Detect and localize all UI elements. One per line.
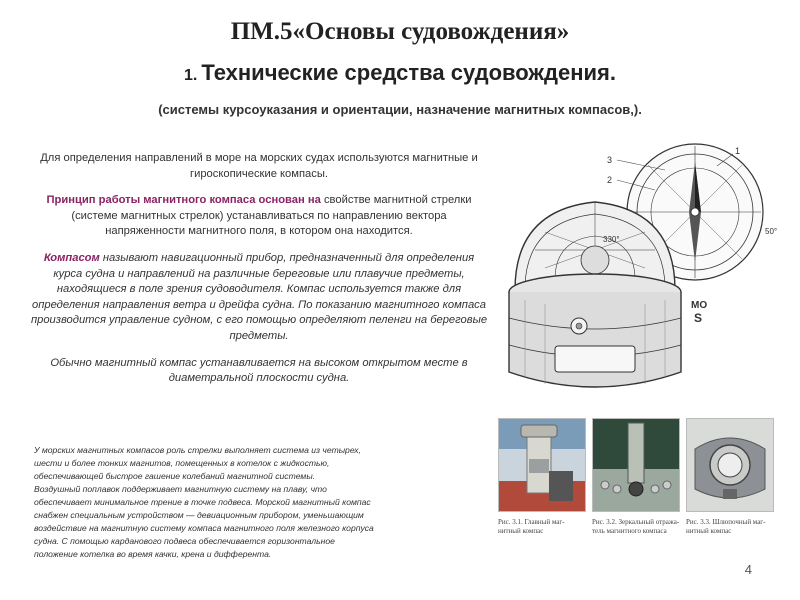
details-line: У морских магнитных компасов роль стрелки выполняет система из четырех, — [34, 445, 361, 455]
details-line: обеспечивает минимальное трение в точке подвеса. Морской магнитный компас — [34, 497, 371, 507]
section-number: 1. — [184, 67, 198, 84]
section-heading — [0, 60, 800, 86]
caption-mirror-reflector: Рис. 3.2. Зеркальный отража-тель магнитного компаса — [592, 518, 680, 535]
paragraph-principle — [30, 193, 488, 240]
compass-illustration — [495, 140, 795, 410]
compass-housing — [509, 274, 681, 387]
slide-title: ПМ.5«Основы судовождения» — [230, 18, 570, 45]
figure-label-s: S — [694, 311, 703, 325]
photo-mirror-reflector — [592, 418, 680, 512]
body-text — [30, 151, 488, 398]
figure-label-2: 2 — [607, 175, 613, 185]
details-line: Воздушный поплавок поддерживает магнитную систему на плаву, что — [34, 484, 327, 494]
paragraph-compass-types: Для определения направлений в море на морских судах используются магнитные и гироскопические компасы. — [40, 152, 478, 180]
paragraph-installation: Обычно магнитный компас устанавливается на высоком открытом месте в диаметральной плоскости судна. — [50, 356, 468, 385]
details-line: обеспечивающей быстрое гашение колебаний магнитной системы. — [34, 471, 316, 481]
caption-main-compass: Рис. 3.1. Главный маг-нитный компас — [498, 518, 565, 535]
details-line: положение котелка во время качки, крена и дифферента. — [34, 549, 272, 559]
figure-label-course: 330° — [603, 235, 620, 244]
section-subheading: (системы курсоуказания и ориентации, назначение магнитных компасов,). — [158, 102, 642, 117]
figure-label-angle: 50° — [765, 227, 778, 236]
page-number: 4 — [744, 562, 752, 577]
figure-label-brand: ΜΟ — [691, 300, 708, 311]
definition-term: Компасом — [43, 251, 100, 264]
photo-boat-compass — [686, 418, 774, 512]
principle-highlight: Принцип работы магнитного компаса основан на — [46, 194, 321, 207]
figure-label-3: 3 — [607, 155, 613, 165]
photo-main-compass — [498, 418, 586, 512]
details-line: воздействие на магнитную систему компаса магнитного поля железного корпуса — [34, 523, 374, 533]
definition-text: называют навигационный прибор, предназначенный для определения курса судна и направлений на различные береговые или плавучие предметы, находящиеся в поле зрения судоводителя. Компас используется также для определения направления ветра и дрейфа судна. По показанию магнитного компаса производится управление судном, с его помощью определяют пеленги на береговые предметы. — [30, 251, 488, 342]
caption-boat-compass: Рис. 3.3. Шлюпочный маг-нитный компас — [686, 518, 766, 535]
compass-photos — [498, 418, 778, 568]
principle-text: свойстве магнитной стрелки (системе магнитных стрелок) устанавливаться по направлению вектора напряженности магнитного поля, в котором она находится. — [71, 194, 472, 238]
paragraph-definition — [30, 251, 488, 345]
details-line: шести и более тонких магнитов, помещенных в котелок с жидкостью, — [34, 458, 330, 468]
details-text — [34, 444, 486, 561]
figure-label-1: 1 — [735, 146, 741, 156]
section-title: Технические средства судовождения. — [201, 60, 616, 85]
details-line: судна. С помощью карданового подвеса обеспечивается горизонтальное — [34, 536, 335, 546]
details-line: снабжен специальным устройством — девиационным прибором, уменьшающим — [34, 510, 364, 520]
